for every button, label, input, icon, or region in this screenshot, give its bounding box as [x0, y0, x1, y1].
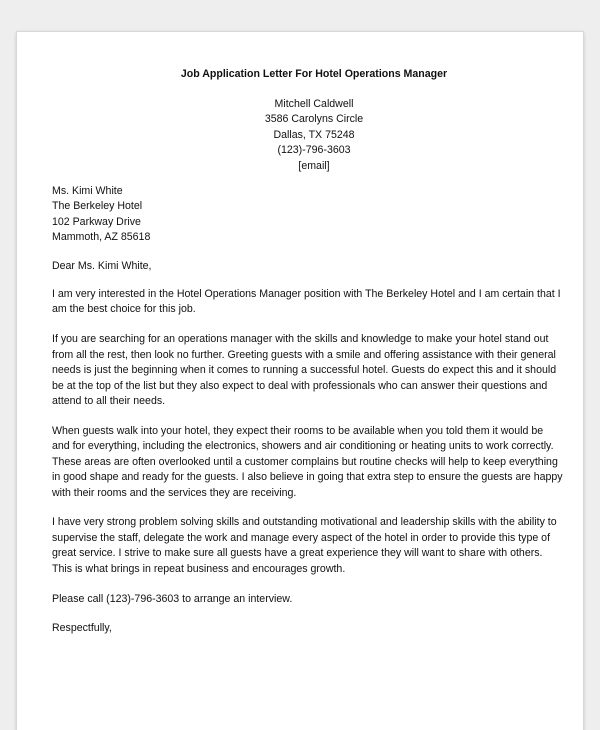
paragraph-leadership — [52, 515, 562, 577]
sender-street: 3586 Carolyns Circle — [264, 113, 364, 126]
paragraph-line: This is what brings in repeat business and encourages growth. — [52, 562, 346, 575]
paragraph-interest — [52, 287, 562, 318]
paragraph-line: When guests walk into your hotel, they expect their rooms to be available when you told them it would be — [52, 424, 544, 437]
paragraph-line: am the best choice for this job. — [52, 303, 196, 316]
paragraph-line: great service. I strive to make sure all guests have a great experience they will want to share with others. — [52, 547, 543, 560]
paragraph-skills — [52, 332, 562, 409]
paragraph-line: These areas are often overlooked until a customer complains but routine checks will help to keep everything — [52, 455, 558, 468]
paragraph-line: I have very strong problem solving skills and outstanding motivational and leadership skills with the ability to — [52, 516, 557, 529]
salutation: Dear Ms. Kimi White, — [52, 259, 152, 272]
recipient-block — [52, 184, 562, 246]
letter-title: Job Application Letter For Hotel Operations Manager — [180, 68, 448, 80]
paragraph-line: be at the top of the list but they also expect to deal with professionals who can answer their questions and — [52, 379, 548, 392]
paragraph-line: If you are searching for an operations manager with the skills and knowledge to make your hotel stand out — [52, 333, 549, 346]
paragraph-line: in good shape and ready for the guests. I also believe in going that extra step to ensure the guests are happy — [52, 471, 563, 484]
recipient-name: Ms. Kimi White — [52, 185, 123, 198]
paragraph-expectations — [52, 424, 562, 501]
sender-city: Dallas, TX 75248 — [273, 128, 355, 141]
paragraph-line: supervise the staff, delegate the work and manage every aspect of the hotel in order to provide this type of — [52, 531, 551, 544]
sender-name: Mitchell Caldwell — [274, 98, 354, 110]
sender-block — [52, 97, 562, 174]
letter-body — [52, 67, 562, 651]
paragraph-line: from all the rest, then look no further. Greeting guests with a smile and offering assistance with their general — [52, 348, 556, 361]
paragraph-line: with their rooms and the services they are receiving. — [52, 486, 297, 499]
document-page — [17, 32, 583, 730]
paragraph-line: I am very interested in the Hotel Operations Manager position with The Berkeley Hotel and I am certain that I — [52, 288, 561, 301]
closing: Respectfully, — [52, 622, 112, 635]
paragraph-line: and for everything, including the electronics, showers and air conditioning or heating units to work correctly. — [52, 440, 554, 453]
call-to-action: Please call (123)-796-3603 to arrange an interview. — [52, 592, 293, 605]
sender-email: [email] — [298, 159, 330, 172]
recipient-street: 102 Parkway Drive — [52, 215, 141, 228]
recipient-company: The Berkeley Hotel — [52, 200, 143, 213]
recipient-city: Mammoth, AZ 85618 — [52, 231, 151, 244]
paragraph-line: needs is just the beginning when it comes to running a successful hotel. Guests do expect this and it should — [52, 364, 557, 377]
sender-phone: (123)-796-3603 — [277, 144, 351, 157]
paragraph-line: attend to all their needs. — [52, 395, 166, 407]
